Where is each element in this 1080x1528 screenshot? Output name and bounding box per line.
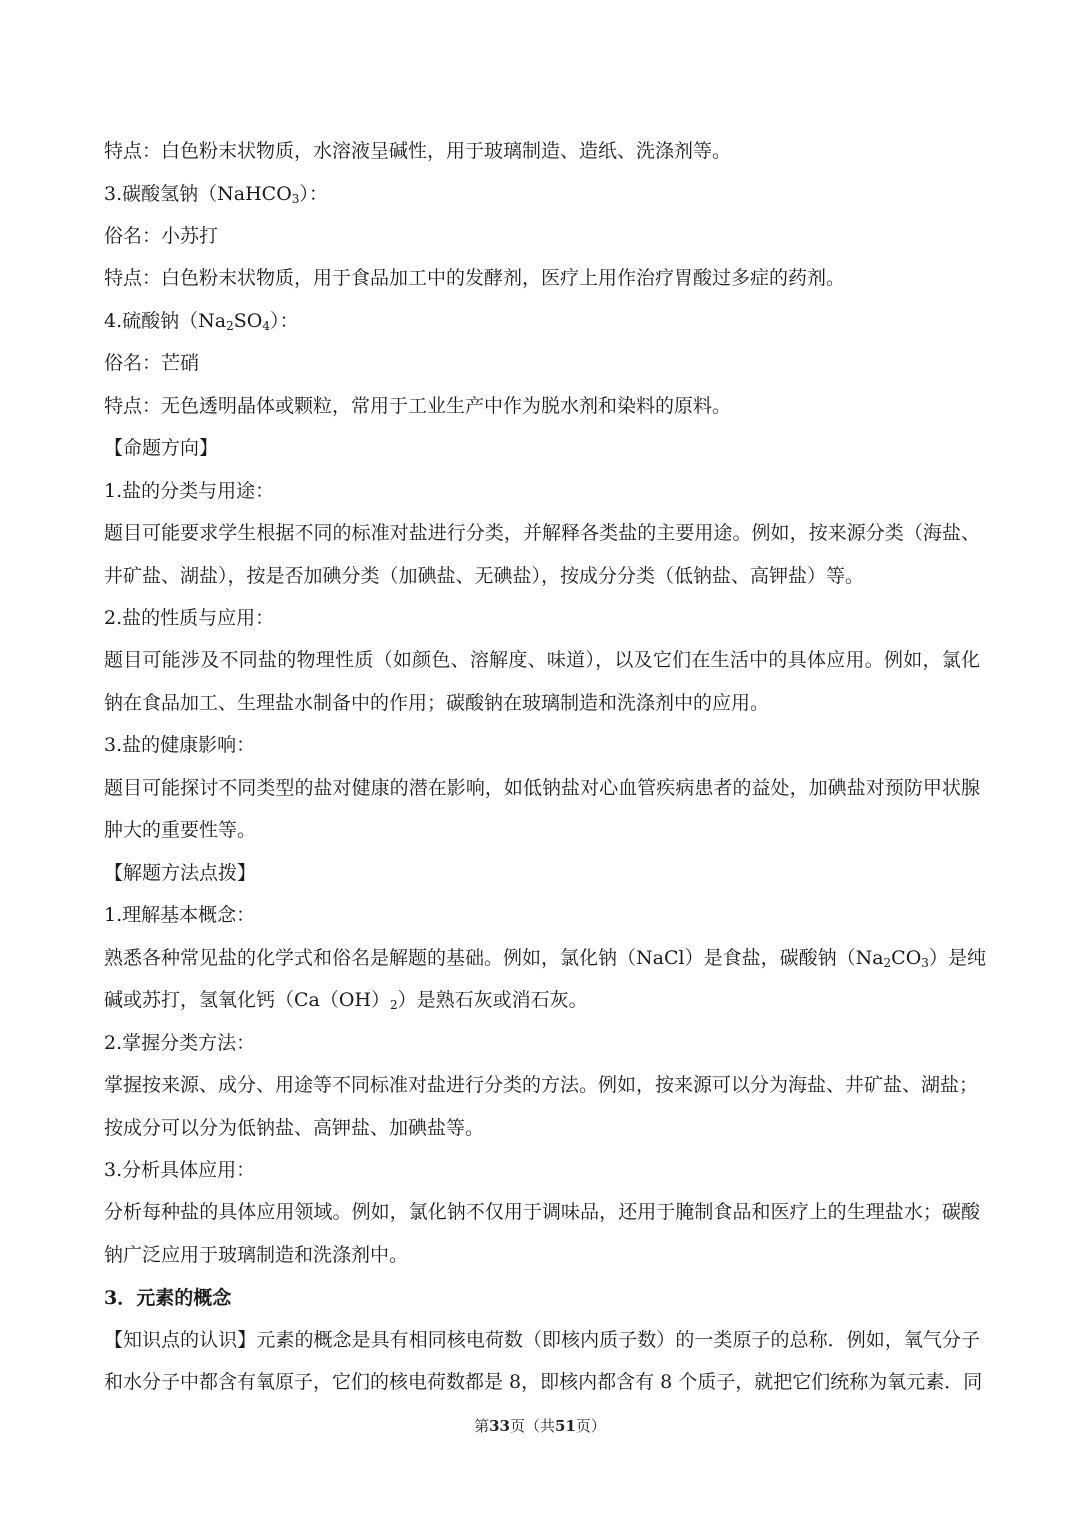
subheading: 3.分析具体应用： xyxy=(104,1159,256,1181)
text-run: 熟悉各种常见盐的化学式和俗名是解题的基础。例如，氯化钠（NaCl）是食盐，碳酸钠（Na xyxy=(104,947,884,969)
text-line: 井矿盐、湖盐），按是否加碘分类（加碘盐、无碘盐），按成分分类（低钠盐、高钾盐）等。 xyxy=(104,565,865,587)
subheading: 2.盐的性质与应用： xyxy=(104,607,275,629)
text-line: 俗名：小苏打 xyxy=(104,225,219,247)
text-run: 3.碳酸氢钠（NaHCO xyxy=(104,183,292,205)
subscript: 2 xyxy=(226,319,234,333)
text-line xyxy=(104,309,980,333)
text-line: 钠广泛应用于玻璃制造和洗涤剂中。 xyxy=(104,1244,409,1266)
subheading: 1.盐的分类与用途： xyxy=(104,480,275,502)
text-line: 肿大的重要性等。 xyxy=(104,819,257,841)
footer-suffix: 页） xyxy=(575,1417,606,1435)
text-run: ）是纯 xyxy=(928,947,986,969)
text-line xyxy=(104,988,980,1012)
text-line: 掌握按来源、成分、用途等不同标准对盐进行分类的方法。例如，按来源可以分为海盐、井矿盐、湖盐； xyxy=(104,1074,979,1096)
total-page-number: 51 xyxy=(555,1417,576,1435)
text-line: 特点：无色透明晶体或颗粒，常用于工业生产中作为脱水剂和染料的原料。 xyxy=(104,395,732,417)
footer-middle: 页（共 xyxy=(509,1417,555,1435)
footer-prefix: 第 xyxy=(474,1417,490,1435)
text-line: 题目可能要求学生根据不同的标准对盐进行分类，并解释各类盐的主要用途。例如，按来源分类（海盐、 xyxy=(104,522,980,544)
text-line: 特点：白色粉末状物质，用于食品加工中的发酵剂，医疗上用作治疗胃酸过多症的药剂。 xyxy=(104,267,846,289)
subscript: 3 xyxy=(921,956,929,970)
page-footer xyxy=(0,1416,1080,1436)
text-line: 按成分可以分为低钠盐、高钾盐、加碘盐等。 xyxy=(104,1117,485,1139)
section-heading: 【命题方向】 xyxy=(104,437,219,459)
text-run: 4.硫酸钠（Na xyxy=(104,310,227,332)
text-line xyxy=(104,182,980,206)
text-line xyxy=(104,946,986,970)
text-line: 特点：白色粉末状物质，水溶液呈碱性，用于玻璃制造、造纸、洗涤剂等。 xyxy=(104,140,732,162)
subscript: 3 xyxy=(291,192,300,206)
text-run: SO xyxy=(233,310,263,332)
text-run: ）是熟石灰或消石灰。 xyxy=(397,989,588,1011)
text-line: 和水分子中都含有氧原子，它们的核电荷数都是 8，即核内都含有 8 个质子，就把它们统称为氧元素．同 xyxy=(104,1371,983,1393)
section-heading: 【解题方法点拨】 xyxy=(104,862,257,884)
text-line: 【知识点的认识】元素的概念是具有相同核电荷数（即核内质子数）的一类原子的总称．例如，氧气分子 xyxy=(104,1329,980,1351)
current-page-number: 33 xyxy=(489,1417,510,1435)
text-run: ）： xyxy=(269,310,299,332)
section-title: 3．元素的概念 xyxy=(104,1287,232,1309)
text-line: 分析每种盐的具体应用领域。例如，氯化钠不仅用于调味品，还用于腌制食品和医疗上的生理盐水；碳酸 xyxy=(104,1201,980,1223)
subheading: 1.理解基本概念： xyxy=(104,904,256,926)
text-run: 碱或苏打，氢氧化钙（Ca（OH） xyxy=(104,989,391,1011)
text-line: 题目可能涉及不同盐的物理性质（如颜色、溶解度、味道），以及它们在生活中的具体应用。例如，氯化 xyxy=(104,649,980,671)
subheading: 2.掌握分类方法： xyxy=(104,1032,256,1054)
subheading: 3.盐的健康影响： xyxy=(104,734,256,756)
text-line: 钠在食品加工、生理盐水制备中的作用；碳酸钠在玻璃制造和洗涤剂中的应用。 xyxy=(104,692,770,714)
text-run: CO xyxy=(891,947,922,969)
text-run: ）： xyxy=(299,183,328,205)
text-line: 题目可能探讨不同类型的盐对健康的潜在影响，如低钠盐对心血管疾病患者的益处，加碘盐对预防甲状腺 xyxy=(104,777,980,799)
subscript: 4 xyxy=(262,319,270,333)
subscript: 2 xyxy=(390,998,398,1012)
subscript: 2 xyxy=(883,956,892,970)
text-line: 俗名：芒硝 xyxy=(104,352,200,374)
